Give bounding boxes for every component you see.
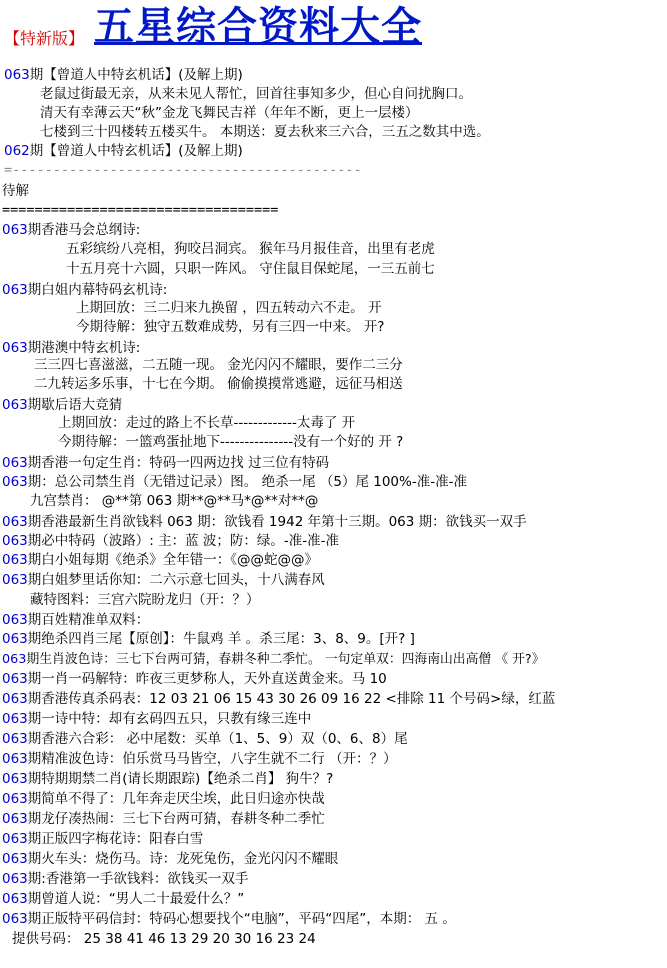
line-12 (2, 281, 167, 300)
issue-number: 063 (2, 791, 28, 807)
line-text: 期港澳中特玄机诗: (27, 340, 141, 356)
line-14: 今期待解：独守五数难成势，另有三四一中来。 开? (76, 319, 385, 335)
line-26 (2, 551, 318, 570)
line-40 (2, 830, 203, 849)
issue-number: 063 (2, 811, 28, 827)
issue-number: 063 (2, 514, 28, 530)
line-text: 期精准波色诗：伯乐赏马马皆空，八字生就不二行 （开：？） (27, 751, 397, 767)
line-9 (2, 221, 140, 240)
issue-number: 063 (2, 771, 28, 787)
line-34 (2, 710, 311, 729)
line-44 (2, 910, 456, 929)
line-18 (2, 396, 122, 415)
issue-number: 063 (2, 851, 28, 867)
issue-number: 063 (2, 222, 28, 238)
line-text: 期香港马会总纲诗: (27, 222, 141, 238)
issue-number: 063 (2, 671, 28, 687)
line-20: 今期待解：一篮鸡蛋扯地下---------------没有一个好的 开 ? (58, 434, 404, 450)
line-11: 十五月亮十六圆，只职一阵风。 守住鼠目保蛇尾，一三五前七 (66, 261, 435, 277)
issue-number: 063 (2, 691, 28, 707)
line-text: 期正版特平码信封：特码心想要找个“电脑”，平码“四尾”，本期： 五 。 (27, 911, 456, 927)
line-38 (2, 790, 325, 809)
issue-number: 063 (4, 67, 30, 83)
line-16: 三三四七喜滋滋，二五随一现。 金光闪闪不耀眼，要作二三分 (34, 357, 403, 373)
issue-number: 063 (2, 455, 28, 471)
line-27 (2, 571, 325, 590)
number-list: 提供号码： 25 38 41 46 13 29 20 30 16 23 24 (12, 931, 316, 947)
line-30 (2, 630, 415, 649)
issue-number: 063 (2, 731, 28, 747)
line-35 (2, 730, 408, 749)
issue-number: 063 (2, 631, 28, 647)
equals-divider: ================================== (2, 202, 279, 218)
line-text: 期简单不得了：几年奔走厌尘埃，此日归途亦快哉 (27, 791, 325, 807)
line-text: 期火车头：烧伤马。诗：龙死兔伤，金光闪闪不耀眼 (27, 851, 339, 867)
line-32 (2, 670, 387, 689)
line-text: 期龙仔凑热闹：三七下台两可猜，春耕冬种二季忙 (27, 811, 325, 827)
line-3: 清天有幸薄云天“秋”金龙飞舞民吉祥（年年不断，更上一层楼） (40, 105, 419, 121)
line-text: 期生肖波色诗：三七下台两可猜，春耕冬种二季忙。 一句定单双：四海南山出高僧 《 开?》 (26, 652, 545, 667)
line-24 (2, 513, 527, 532)
line-text: 期一肖一码解特：昨夜三更梦称人，天外直送黄金来。马 10 (27, 671, 387, 687)
line-10: 五彩缤纷八亮相，狗咬吕洞宾。 猴年马月报佳音，出里有老虎 (66, 241, 435, 257)
line-21 (2, 454, 329, 473)
issue-number: 063 (2, 911, 28, 927)
line-5 (4, 142, 243, 161)
line-text: 期白姐梦里话你知：二六示意七回头，十八满春风 (27, 572, 325, 588)
line-36 (2, 750, 397, 769)
line-text: 期必中特码（波路）: 主：蓝 波；防：绿。-准-准-准 (27, 533, 340, 549)
line-text: 期香港一句定生肖：特码一四两边找 过三位有特码 (27, 455, 330, 471)
line-text: 期白姐内幕特码玄机诗: (27, 282, 168, 298)
page-title: 五星综合资料大全 (94, 3, 422, 50)
line-text: 期【曾道人中特玄机话】(及解上期) (29, 143, 243, 159)
line-41 (2, 850, 338, 869)
issue-number: 063 (2, 831, 28, 847)
line-28: 藏特图料：三宫六院盼龙归（开：？） (30, 592, 260, 608)
line-31 (2, 650, 545, 669)
line-22 (2, 473, 467, 492)
line-13: 上期回放：三二归来九换留 ，四五转动六不走。 开 (76, 300, 382, 316)
line-43 (2, 890, 244, 909)
issue-number: 063 (2, 751, 28, 767)
line-text: 期正版四字梅花诗：阳春白雪 (27, 831, 204, 847)
line-text: 期百姓精准单双料： (27, 612, 150, 628)
line-text: 期白小姐每期《绝杀》全年错一：《@@蛇@@》 (27, 552, 319, 568)
pending-label: 待解 (2, 183, 29, 199)
line-25 (2, 532, 339, 551)
issue-number: 063 (2, 282, 28, 298)
edition-badge: 【特新版】 (4, 29, 85, 48)
line-1 (4, 66, 243, 85)
line-37 (2, 770, 333, 789)
line-23: 九宫禁肖： @**第 063 期**@**马*@**对**@ (30, 493, 319, 509)
line-33 (2, 690, 555, 709)
line-text: 期:香港第一手欲钱料：欲钱买一双手 (27, 871, 249, 887)
line-4: 七楼到三十四楼转五楼买牛。 本期送：夏去秋来三六合，三五之数其中选。 (40, 124, 490, 140)
line-text: 期香港传真杀码表：12 03 21 06 15 43 30 26 09 16 22 <排除 11 个号码>绿，红蓝 (27, 691, 556, 707)
issue-number: 062 (4, 143, 30, 159)
line-42 (2, 870, 248, 889)
issue-number: 063 (2, 891, 28, 907)
issue-number: 063 (2, 533, 28, 549)
line-text: 期特期期禁二肖(请长期跟踪)【绝杀二肖】 狗牛？? (27, 771, 334, 787)
issue-number: 063 (2, 612, 28, 628)
issue-number: 063 (2, 552, 28, 568)
line-text: 期绝杀四肖三尾【原创】：牛鼠鸡 羊 。杀三尾：3、8、9。[开? ] (27, 631, 415, 647)
issue-number: 063 (2, 652, 27, 667)
issue-number: 063 (2, 711, 28, 727)
issue-number: 063 (2, 397, 28, 413)
line-17: 二九转运多乐事，十七在今期。 偷偷摸摸常逃避，远征马相送 (34, 376, 403, 392)
line-text: 期一诗中特：却有玄码四五只，只教有缘三连中 (27, 711, 312, 727)
issue-number: 063 (2, 572, 28, 588)
line-text: 期香港六合彩： 必中尾数：买单（1、5、9）双（0、6、8）尾 (27, 731, 408, 747)
line-29 (2, 611, 149, 630)
line-text: 期曾道人说：“男人二十最爱什么？” (27, 891, 245, 907)
line-text: 期【曾道人中特玄机话】(及解上期) (29, 67, 243, 83)
dash-divider: =------------------------------------------- (4, 162, 362, 178)
issue-number: 063 (2, 871, 28, 887)
line-2: 老鼠过街最无亲，从来未见人帮忙，回首往事知多少，但心自问扰胸口。 (40, 86, 472, 102)
line-text: 期歇后语大竞猜 (27, 397, 123, 413)
line-39 (2, 810, 325, 829)
issue-number: 063 (2, 474, 28, 490)
line-19: 上期回放：走过的路上不长草-------------太毒了 开 (58, 415, 356, 431)
line-text: 期：总公司禁生肖（无错过记录）图。 绝杀一尾 （5）尾 100%-准-准-准 (27, 474, 467, 490)
line-text: 期香港最新生肖欲钱料 063 期：欲钱看 1942 年第十三期。063 期：欲钱买一双手 (27, 514, 527, 530)
issue-number: 063 (2, 340, 28, 356)
